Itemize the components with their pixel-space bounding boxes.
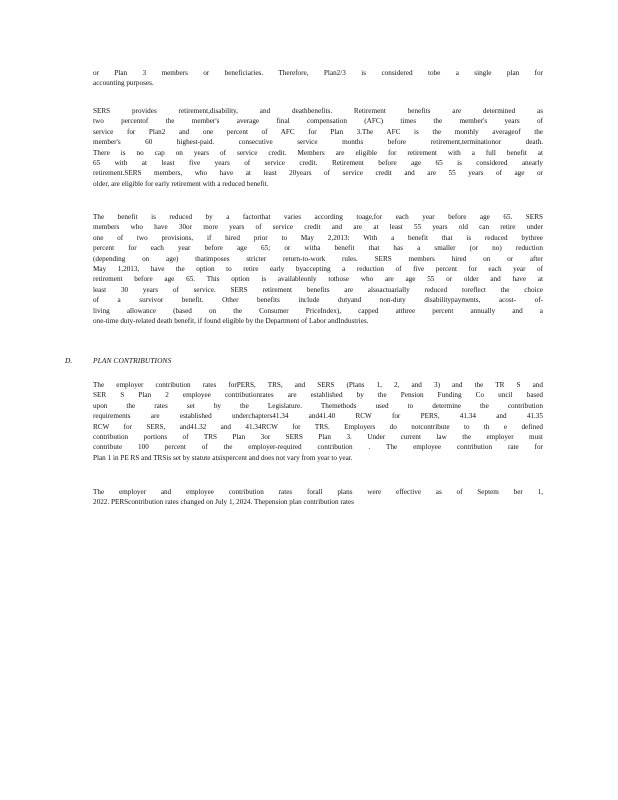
text-line: or Plan 3 members or beneficiaries. Therefore, Plan2/3 is considered tobe a single plan for — [93, 69, 543, 77]
text-line: two percentof the member's average final compensation (AFC) times the member's years of — [93, 117, 543, 126]
paragraph-plan-accounting — [93, 68, 543, 89]
section-heading-plan-contributions — [65, 356, 171, 365]
text-line: one-time duty-related death benefit, if found eligible by the Department of Labor andIndustries. — [93, 316, 369, 325]
text-line: SERS provides retirement,disability, and deathbenefits. Retirement benefits are determined as — [93, 107, 543, 115]
text-line: May 1,2013, have the option to retire early byaccepting a reduction of five percent for each year of — [93, 264, 543, 273]
text-line: requirements are established underchapters41.34 and41.40 RCW for PERS, 41.34 and 41.35 — [93, 412, 543, 421]
text-line: older, are eligible for early retirement with a reduced benefit. — [93, 179, 269, 188]
text-line: retirement before age 65. This option is availableonly tothose who are age 55 or older and have at — [93, 275, 543, 284]
text-line: 65 with at least five years of service credit. Retirement before age 65 is considered anearly — [93, 158, 543, 167]
text-line: (depending on age) thatimposes stricter return-to-work rules. SERS members hired on or after — [93, 254, 543, 263]
text-line: upon the rates set by the Legislature. Themethods used to determine the contribution — [93, 401, 543, 410]
text-line: retirement.SERS members, who have at least 20years of service credit and are 55 years of age or — [93, 169, 543, 178]
paragraph-contribution-effective-dates — [93, 487, 543, 508]
text-line: Plan 1 in PE RS and TRSis set by statute atsixpercent and does not vary from year to year. — [93, 453, 353, 462]
section-title: PLAN CONTRIBUTIONS — [93, 356, 172, 365]
text-line: SER S Plan 2 employee contributionrates are established by the Pension Funding Co uncil based — [93, 391, 543, 400]
text-line: of a survivor benefit. Other benefits include dutyand non-duty disabilitypayments, acost- of- — [93, 296, 543, 305]
text-line: 2022. PERScontribution rates changed on July 1, 2024. Thepension plan contribution rates — [93, 498, 354, 507]
text-line: accounting purposes. — [93, 79, 154, 88]
text-line: contribute 100 percent of the employer-required contribution . The employee contribution rate for — [93, 443, 543, 452]
text-line: members who have 30or more years of service credit and are at least 55 years old can retire under — [93, 223, 543, 232]
text-line: percent for each year before age 65; or witha benefit that has a smaller (or no) reduction — [93, 244, 543, 253]
text-line: member's 60 highest-paid. consecutive service months before retirement,terminationor death. — [93, 138, 543, 147]
paragraph-benefit-reduction — [93, 212, 543, 326]
text-line: living allowance (based on the Consumer PriceIndex), capped atthree percent annually and a — [93, 306, 543, 315]
paragraph-employer-contribution-rates — [93, 380, 543, 463]
text-line: contribution portions of TRS Plan 3or SERS Plan 3. Under current law the employer must — [93, 432, 543, 441]
text-line: one of two provisions, if hired prior to May 2,2013: With a benefit that is reduced bythree — [93, 233, 543, 242]
text-line: There is no cap on years of service credit. Members are eligible for retirement with a full benefit at — [93, 148, 543, 157]
text-line: RCW for SERS, and41.32 and 41.34RCW for TRS. Employers do notcontribute to th e defined — [93, 422, 543, 431]
text-line: The benefit is reduced by a factorthat varies according toage,for each year before age 65. SERS — [93, 213, 543, 221]
section-letter: D. — [65, 356, 73, 365]
text-line: least 30 years of service. SERS retirement benefits are alsoactuarially reduced toreflect the choice — [93, 285, 543, 294]
text-line: The employer and employee contribution rates forall plans were effective as of Septem ber 1, — [93, 488, 543, 496]
paragraph-sers-benefits — [93, 106, 543, 189]
text-line: The employer contribution rates forPERS, TRS, and SERS (Plans 1, 2, and 3) and the TR S and — [93, 381, 543, 389]
text-line: service for Plan2 and one percent of AFC for Plan 3.The AFC is the monthly averageof the — [93, 127, 543, 136]
